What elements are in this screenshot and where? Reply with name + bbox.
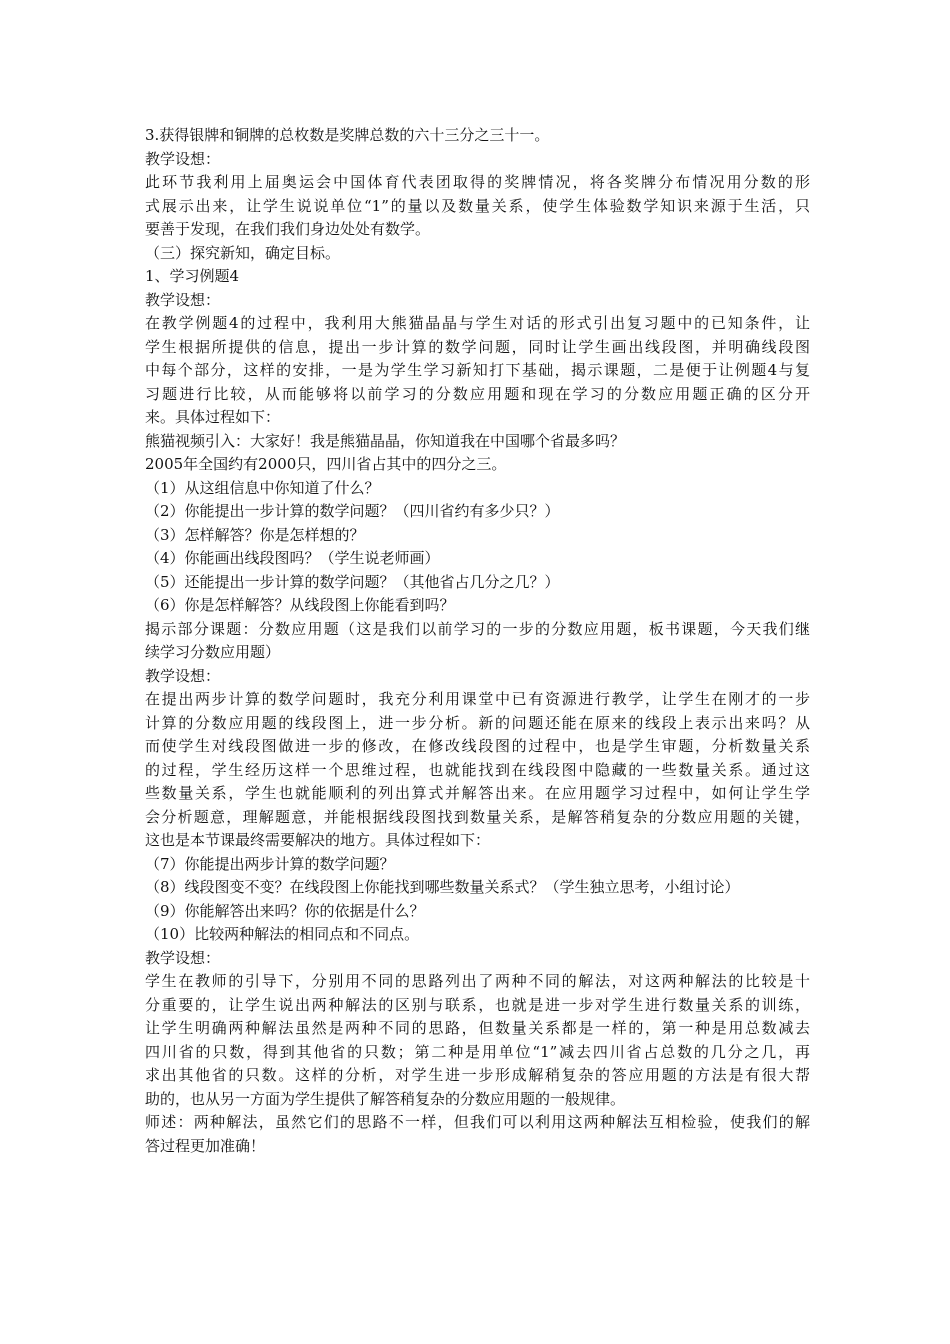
- text-line: 让学生明确两种解法虽然是两种不同的思路，但数量关系都是一样的，第一种是用总数减去: [145, 1019, 810, 1037]
- document-body: [145, 124, 810, 1158]
- text-line: 1、学习例题4: [145, 267, 240, 285]
- text-line: （6）你是怎样解答？从线段图上你能看到吗？: [145, 596, 455, 614]
- text-line: 这也是本节课最终需要解决的地方。具体过程如下：: [145, 831, 491, 849]
- text-line: 熊猫视频引入：大家好！我是熊猫晶晶，你知道我在中国哪个省最多吗？: [145, 431, 626, 450]
- text-line: 求出其他省的只数。这样的分析，对学生进一步形成解稍复杂的答应用题的方法是有很大帮: [145, 1066, 810, 1084]
- text-line: 教学设想：: [145, 149, 221, 168]
- text-line: 会分析题意，理解题意，并能根据线段图找到数量关系，是解答稍复杂的分数应用题的关键，: [145, 807, 810, 826]
- text-line: 在提出两步计算的数学问题时，我充分利用课堂中已有资源进行教学，让学生在刚才的一步: [145, 690, 810, 708]
- text-line: 来。具体过程如下：: [145, 408, 281, 426]
- text-line: 教学设想：: [145, 290, 221, 309]
- text-line: 续学习分数应用题）: [145, 643, 281, 661]
- text-line: 助的，也从另一方面为学生提供了解答稍复杂的分数应用题的一般规律。: [145, 1089, 626, 1108]
- text-line: （3）怎样解答？你是怎样想的？: [145, 525, 365, 544]
- text-line: 3.获得银牌和铜牌的总枚数是奖牌总数的六十三分之三十一。: [145, 126, 550, 144]
- text-line: （7）你能提出两步计算的数学问题？: [145, 854, 395, 873]
- text-line: 而使学生对线段图做进一步的修改，在修改线段图的过程中，也是学生审题，分析数量关系: [145, 737, 810, 755]
- text-line: （9）你能解答出来吗？你的依据是什么？: [145, 901, 425, 920]
- text-line: 四川省的只数，得到其他省的只数；第二种是用单位“1”减去四川省占总数的几分之几，再: [145, 1042, 810, 1061]
- text-line: 的过程，学生经历这样一个思维过程，也就能找到在线段图中隐藏的一些数量关系。通过这: [145, 760, 810, 779]
- text-line: 教学设想：: [145, 666, 221, 685]
- text-line: 教学设想：: [145, 948, 221, 967]
- text-line: 2005年全国约有2000只，四川省占其中的四分之三。: [145, 455, 507, 473]
- text-line: 要善于发现，在我们我们身边处处有数学。: [145, 220, 431, 238]
- text-line: 中每个部分，这样的安排，一是为学生学习新知打下基础，揭示课题，二是便于让例题4与复: [145, 361, 810, 379]
- text-line: 式展示出来，让学生说说单位“1”的量以及数量关系，使学生体验数学知识来源于生活，只: [145, 196, 810, 215]
- text-line: （三）探究新知，确定目标。: [145, 243, 341, 262]
- text-line: （4）你能画出线段图吗？（学生说老师画）: [145, 549, 440, 567]
- text-line: 在教学例题4的过程中，我利用大熊猫晶晶与学生对话的形式引出复习题中的已知条件，让: [145, 314, 810, 332]
- text-line: （1）从这组信息中你知道了什么？: [145, 478, 380, 497]
- text-line: 分重要的，让学生说出两种解法的区别与联系，也就是进一步对学生进行数量关系的训练，: [145, 995, 810, 1014]
- text-line: （2）你能提出一步计算的数学问题？（四川省约有多少只？）: [145, 502, 560, 520]
- text-line: （10）比较两种解法的相同点和不同点。: [145, 925, 420, 943]
- text-line: 答过程更加准确！: [145, 1136, 266, 1155]
- text-line: 些数量关系，学生也就能顺利的列出算式并解答出来。在应用题学习过程中，如何让学生学: [145, 784, 810, 802]
- text-line: （5）还能提出一步计算的数学问题？（其他省占几分之几？）: [145, 572, 560, 591]
- text-line: （8）线段图变不变？在线段图上你能找到哪些数量关系式？（学生独立思考，小组讨论）: [145, 878, 740, 896]
- text-line: 计算的分数应用题的线段图上，进一步分析。新的问题还能在原来的线段上表示出来吗？从: [145, 713, 810, 732]
- text-line: 师述：两种解法，虽然它们的思路不一样，但我们可以利用这两种解法互相检验，使我们的解: [145, 1113, 810, 1131]
- text-line: 揭示部分课题：分数应用题（这是我们以前学习的一步的分数应用题，板书课题，今天我们继: [145, 619, 810, 638]
- text-line: 学生在教师的引导下，分别用不同的思路列出了两种不同的解法，对这两种解法的比较是十: [145, 972, 810, 990]
- text-line: 习题进行比较，从而能够将以前学习的分数应用题和现在学习的分数应用题正确的区分开: [145, 384, 810, 403]
- text-line: 学生根据所提供的信息，提出一步计算的数学问题，同时让学生画出线段图，并明确线段图: [145, 337, 810, 356]
- text-line: 此环节我利用上届奥运会中国体育代表团取得的奖牌情况，将各奖牌分布情况用分数的形: [145, 173, 810, 191]
